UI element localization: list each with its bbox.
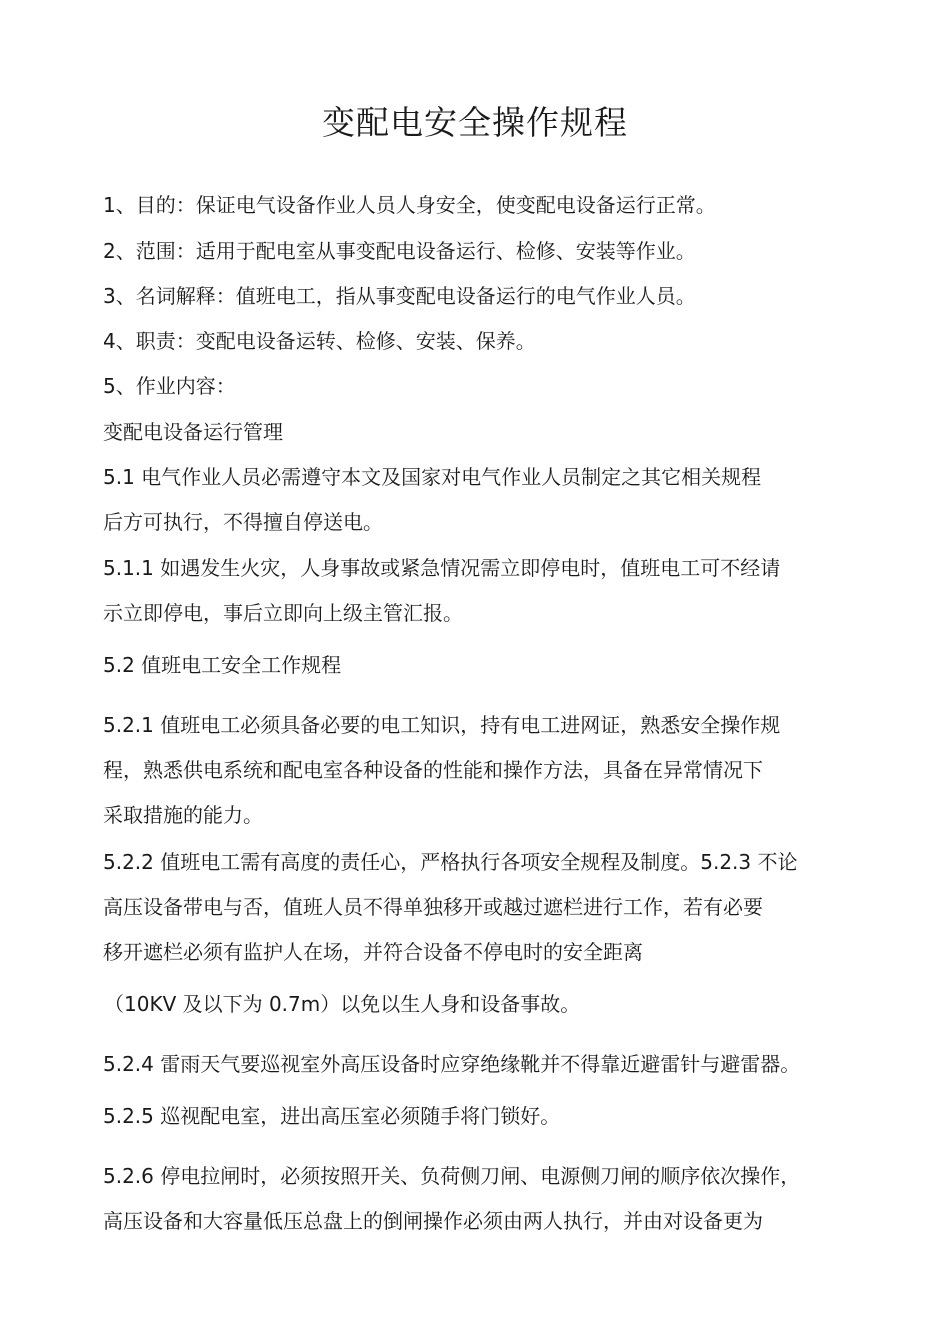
paragraph-line: 5.1.1 如遇发生火灾，人身事故或紧急情况需立即停电时，值班电工可不经请 — [103, 556, 781, 580]
paragraph-line: 示立即停电，事后立即向上级主管汇报。 — [103, 601, 463, 625]
paragraph-line: 5.2.6 停电拉闸时，必须按照开关、负荷侧刀闸、电源侧刀闸的顺序依次操作， — [103, 1164, 801, 1188]
paragraph-line: 4、职责：变配电设备运转、检修、安装、保养。 — [103, 329, 536, 353]
section-heading: 变配电设备运行管理 — [103, 420, 283, 444]
paragraph-line: 高压设备带电与否，值班人员不得单独移开或越过遮栏进行工作，若有必要 — [103, 895, 763, 919]
paragraph-line: 5.2.1 值班电工必须具备必要的电工知识，持有电工进网证，熟悉安全操作规 — [103, 713, 781, 737]
paragraph-line: 后方可执行，不得擅自停送电。 — [103, 510, 383, 534]
paragraph-line: 2、范围：适用于配电室从事变配电设备运行、检修、安装等作业。 — [103, 239, 696, 263]
paragraph-line: 5.2.4 雷雨天气要巡视室外高压设备时应穿绝缘靴并不得靠近避雷针与避雷器。 — [103, 1052, 801, 1076]
document-title: 变配电安全操作规程 — [322, 103, 628, 142]
paragraph-line: 3、名词解释：值班电工，指从事变配电设备运行的电气作业人员。 — [103, 284, 696, 308]
paragraph-line: 移开遮栏必须有监护人在场，并符合设备不停电时的安全距离 — [103, 940, 643, 964]
paragraph-line: 5.2.2 值班电工需有高度的责任心，严格执行各项安全规程及制度。5.2.3 不论 — [103, 850, 798, 874]
paragraph-line: 程，熟悉供电系统和配电室各种设备的性能和操作方法，具备在异常情况下 — [103, 758, 763, 782]
section-heading: 5.2 值班电工安全工作规程 — [103, 653, 342, 677]
paragraph-line: 高压设备和大容量低压总盘上的倒闸操作必须由两人执行，并由对设备更为 — [103, 1209, 763, 1233]
paragraph-line: （10KV 及以下为 0.7m）以免以生人身和设备事故。 — [104, 992, 581, 1016]
paragraph-line: 1、目的：保证电气设备作业人员人身安全，使变配电设备运行正常。 — [103, 193, 716, 217]
paragraph-line: 5.2.5 巡视配电室，进出高压室必须随手将门锁好。 — [103, 1104, 561, 1128]
paragraph-line: 5、作业内容： — [103, 374, 236, 398]
paragraph-line: 采取措施的能力。 — [103, 803, 263, 827]
paragraph-line: 5.1 电气作业人员必需遵守本文及国家对电气作业人员制定之其它相关规程 — [103, 465, 762, 489]
